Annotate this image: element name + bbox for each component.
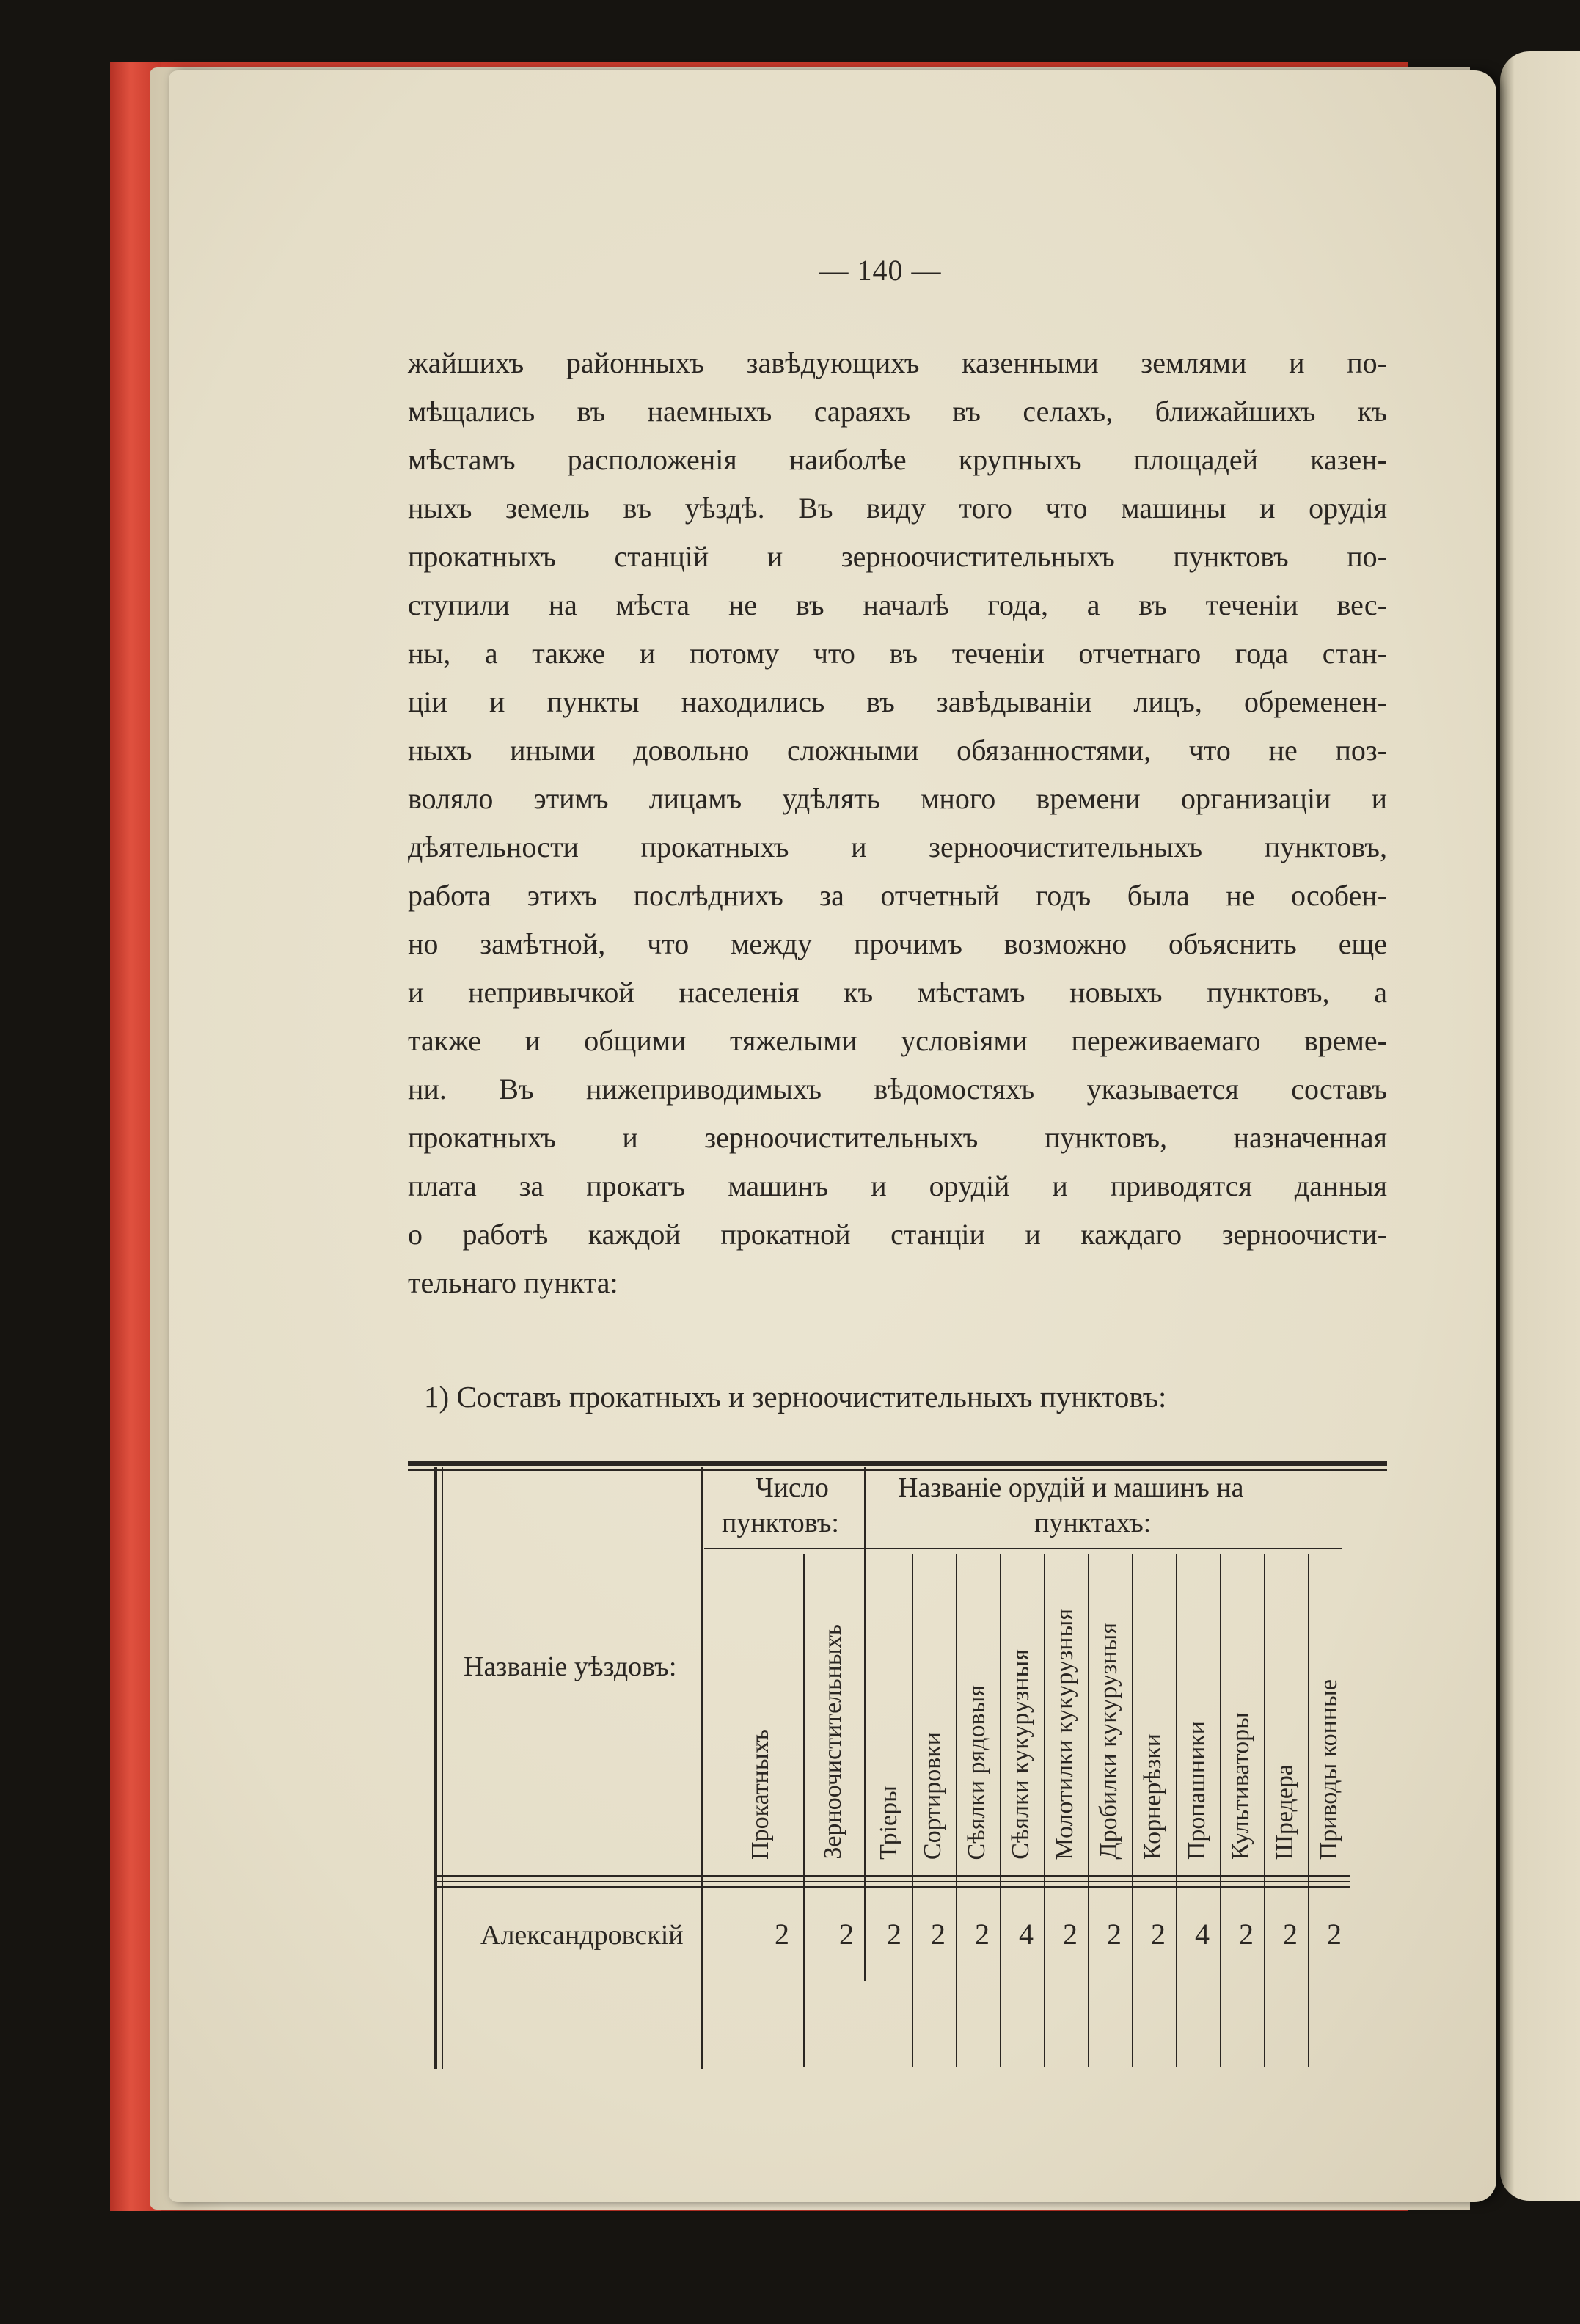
column-header: Сортировки	[919, 1731, 946, 1860]
table-cell: 2	[931, 1918, 946, 1951]
column-header: Тріеры	[875, 1786, 902, 1860]
group-header-points: Число	[756, 1472, 829, 1503]
table-cell: 2	[887, 1918, 901, 1951]
column-header: Корнерѣзки	[1139, 1733, 1166, 1860]
text-line: воляло этимъ лицамъ удѣлять много времени организаціи и	[408, 782, 1387, 815]
column-header: Сѣялки кукурузныя	[1007, 1649, 1034, 1860]
column-divider	[1220, 1554, 1221, 2067]
next-page-edge	[1500, 51, 1580, 2201]
table-cell: 4	[1195, 1918, 1210, 1951]
column-header: Культиваторы	[1227, 1712, 1254, 1860]
table-header-rule-3	[437, 1886, 1350, 1888]
column-header: Пропашники	[1183, 1720, 1210, 1860]
text-line: ни. Въ нижеприводимыхъ вѣдомостяхъ указывается составъ	[408, 1073, 1387, 1106]
text-line: жайшихъ районныхъ завѣдующихъ казенными землями и по-	[408, 346, 1387, 379]
column-divider	[912, 1554, 913, 2067]
table-cell: 2	[839, 1918, 854, 1951]
body-paragraph	[408, 339, 1387, 1307]
text-line: ны, а также и потому что въ теченіи отчетнаго года стан-	[408, 637, 1387, 670]
text-line: но замѣтной, что между прочимъ возможно объяснить еще	[408, 927, 1387, 960]
text-line: прокатныхъ и зерноочистительныхъ пунктовъ, назначенная	[408, 1121, 1387, 1154]
column-divider	[1264, 1554, 1265, 2067]
group-header-tools-2: пунктахъ:	[1034, 1508, 1152, 1538]
table-cell: 2	[1063, 1918, 1078, 1951]
column-divider	[803, 1554, 805, 2067]
group-header-points-2: пунктовъ:	[722, 1508, 839, 1538]
table-divider-names	[701, 1467, 703, 2069]
column-divider	[1176, 1554, 1177, 2067]
column-header: Зерноочистительныхъ	[819, 1624, 846, 1860]
text-line: плата за прокатъ машинъ и орудій и приводятся данныя	[408, 1169, 1387, 1202]
row-name: Александровскій	[480, 1920, 684, 1951]
table-cell: 2	[1239, 1918, 1254, 1951]
table-cell: 2	[975, 1918, 990, 1951]
text-line: тельнаго пункта:	[408, 1266, 618, 1299]
text-line: прокатныхъ станцій и зерноочистительныхъ пунктовъ по-	[408, 540, 1387, 573]
column-header: Приводы конные	[1315, 1678, 1342, 1860]
column-divider	[1044, 1554, 1045, 2067]
text-line: ступили на мѣста не въ началѣ года, а въ теченіи вес-	[408, 588, 1387, 621]
column-divider	[1000, 1554, 1001, 2067]
column-header: Шредера	[1271, 1764, 1298, 1860]
column-divider	[956, 1554, 957, 2067]
table-top-rule-thin	[408, 1469, 1387, 1471]
column-divider	[1308, 1554, 1309, 2067]
text-line: мѣстамъ расположенія наиболѣе крупныхъ площадей казен-	[408, 443, 1387, 476]
text-line: ныхъ иными довольно сложными обязанностями, что не поз-	[408, 734, 1387, 767]
text-line: ціи и пункты находились въ завѣдываніи лицъ, обременен-	[408, 685, 1387, 718]
table-header-rule-2	[437, 1881, 1350, 1882]
table-cell: 4	[1019, 1918, 1034, 1951]
text-line: ныхъ земель въ уѣздѣ. Въ виду того что машины и орудія	[408, 492, 1387, 525]
table-divider-groups	[864, 1467, 866, 1981]
table-cell: 2	[1283, 1918, 1298, 1951]
table-header-rule	[437, 1875, 1350, 1877]
table-left-border	[434, 1467, 437, 2069]
text-line: и непривычкой населенія къ мѣстамъ новыхъ пунктовъ, а	[408, 976, 1387, 1009]
column-header: Прокатныхъ	[746, 1729, 774, 1860]
table-cell: 2	[1107, 1918, 1122, 1951]
table-cell: 2	[1151, 1918, 1166, 1951]
group-header-tools: Названіе орудій и машинъ на	[898, 1472, 1244, 1503]
page-number: — 140 —	[819, 254, 942, 287]
text-line: дѣятельности прокатныхъ и зерноочистительныхъ пунктовъ,	[408, 830, 1387, 863]
table-cell: 2	[775, 1918, 789, 1951]
table-subheader-rule	[704, 1548, 1342, 1549]
column-divider	[1132, 1554, 1133, 2067]
text-line: о работѣ каждой прокатной станціи и каждаго зерноочисти-	[408, 1218, 1387, 1251]
text-line: также и общими тяжелыми условіями переживаемаго време-	[408, 1024, 1387, 1057]
column-divider	[1088, 1554, 1089, 2067]
table-left-border-inner	[442, 1467, 443, 2069]
table-caption: 1) Составъ прокатныхъ и зерноочистительныхъ пунктовъ:	[424, 1380, 1167, 1414]
table-top-rule	[408, 1461, 1387, 1466]
column-header: Сѣялки рядовыя	[963, 1684, 990, 1860]
row-header: Названіе уѣздовъ:	[464, 1651, 677, 1682]
text-line: мѣщались въ наемныхъ сараяхъ въ селахъ, ближайшихъ къ	[408, 395, 1387, 428]
table-cell: 2	[1327, 1918, 1342, 1951]
text-line: работа этихъ послѣднихъ за отчетный годъ была не особен-	[408, 879, 1387, 912]
column-header: Молотилки кукурузныя	[1051, 1608, 1078, 1860]
column-header: Дробилки кукурузныя	[1095, 1623, 1122, 1860]
